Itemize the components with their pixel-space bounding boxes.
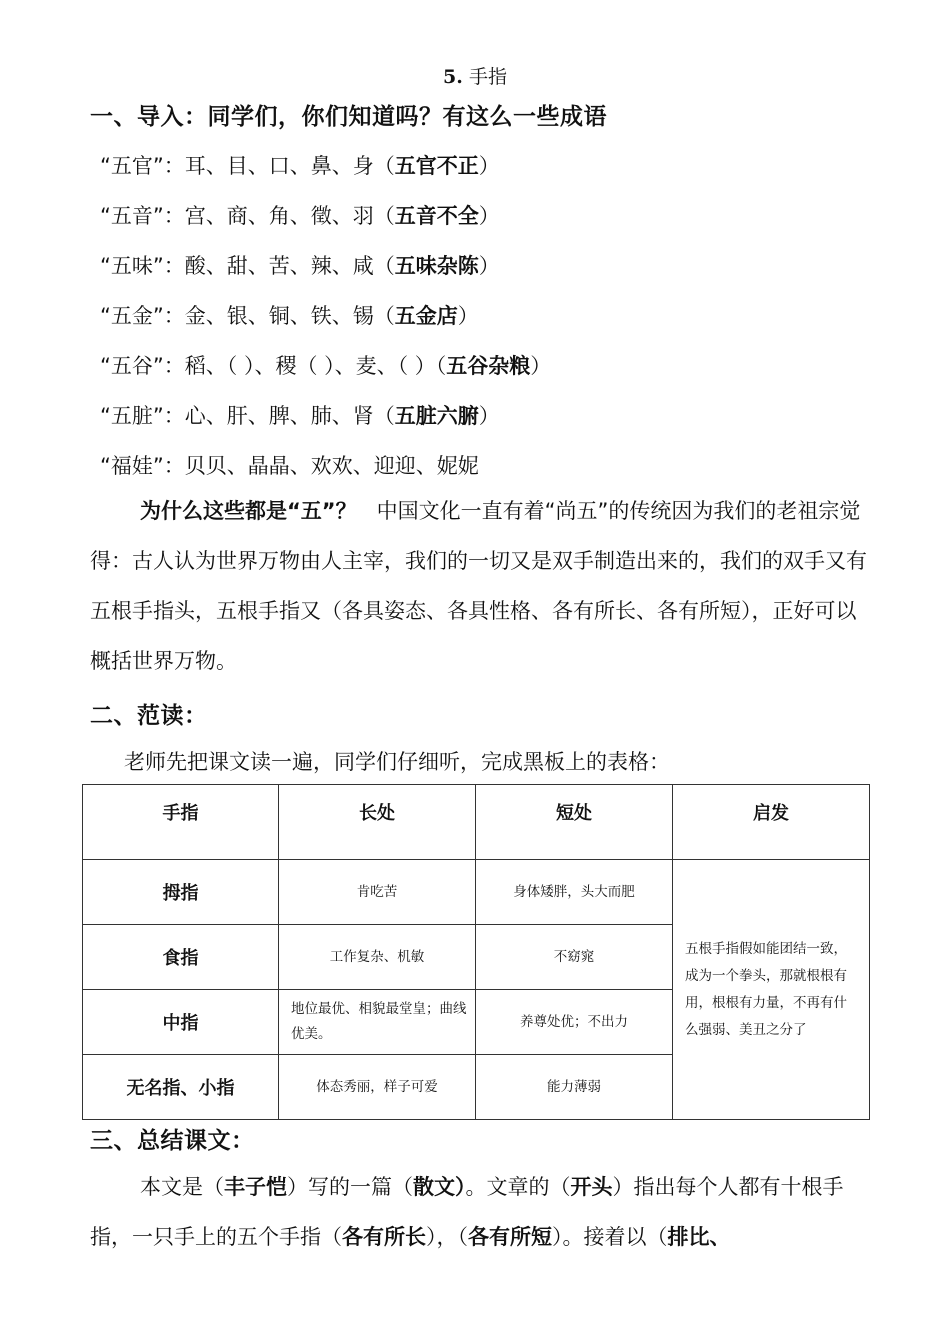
idiom-line-4: [100, 300, 479, 330]
summary-text: ）指出每个人都有十根手指，一只手上的五个手指（: [90, 1175, 844, 1249]
idiom-answer: 五谷杂粮: [446, 354, 531, 378]
idiom-line-7: [100, 450, 479, 480]
summary-text: ）写的一篇（: [287, 1175, 413, 1199]
idiom-content: 心、肝、脾、肺、肾（: [184, 404, 395, 428]
idiom-content: 宫、商、角、徵、羽（: [184, 204, 395, 228]
summary-text: ），（: [426, 1225, 468, 1249]
idiom-label: “五官”：: [100, 154, 185, 178]
idiom-line-3: [100, 250, 500, 280]
title-number: 5.: [443, 66, 463, 88]
page-title: [0, 62, 950, 89]
idiom-answer: 五脏六腑: [394, 404, 479, 428]
summary-text: 本文是（: [140, 1175, 224, 1199]
idiom-close: ）: [457, 304, 479, 328]
idiom-label: “五谷”：: [100, 354, 185, 378]
why-five-paragraph: [90, 486, 870, 686]
idiom-content: 稻、（ ）、稷（ ）、麦、（ ）（: [184, 354, 447, 378]
summary-text: 。文章的（: [465, 1175, 571, 1199]
idiom-label: “五音”：: [100, 204, 185, 228]
header-insight: 启发: [673, 785, 870, 860]
idiom-answer: 五音不全: [394, 204, 479, 228]
idiom-answer: 五金店: [394, 304, 458, 328]
idiom-content: 贝贝、晶晶、欢欢、迎迎、妮妮: [184, 454, 479, 478]
header-strength: 长处: [279, 785, 476, 860]
idiom-label: “五脏”：: [100, 404, 185, 428]
header-weakness: 短处: [476, 785, 673, 860]
idiom-line-5: [100, 350, 551, 380]
idiom-close: ）: [478, 204, 500, 228]
summary-method: 排比、: [667, 1225, 731, 1249]
summary-author: 丰子恺: [224, 1175, 287, 1199]
finger-name: 中指: [83, 990, 279, 1055]
finger-table: [82, 784, 870, 1120]
idiom-content: 酸、甜、苦、辣、咸（: [184, 254, 395, 278]
summary-paragraph: [90, 1162, 870, 1262]
finger-strength: 肯吃苦: [279, 860, 476, 925]
why-five-question: 为什么这些都是“五”？: [140, 499, 357, 523]
finger-strength: 体态秀丽，样子可爱: [279, 1055, 476, 1120]
idiom-close: ）: [478, 154, 500, 178]
why-five-explanation: 中国文化一直有着“尚五”的传统因为我们的老祖宗觉得：古人认为世界万物由人主宰，我们的一切又是双手制造出来的，我们的双手又有五根手指头，五根手指又（各具姿态、各具性格、各有所长、各有所短），正好可以概括世界万物。: [90, 499, 867, 673]
idiom-answer: 五官不正: [394, 154, 479, 178]
idiom-line-6: [100, 400, 500, 430]
finger-weakness: 身体矮胖，头大而肥: [476, 860, 673, 925]
finger-weakness: 能力薄弱: [476, 1055, 673, 1120]
table-header-row: [83, 785, 870, 860]
summary-genre: 散文）: [413, 1175, 466, 1199]
reading-instruction: 老师先把课文读一遍，同学们仔细听，完成黑板上的表格：: [124, 750, 670, 774]
section3-heading: 三、总结课文：: [90, 1128, 255, 1154]
idiom-label: “五味”：: [100, 254, 185, 278]
idiom-close: ）: [530, 354, 552, 378]
idiom-answer: 五味杂陈: [394, 254, 479, 278]
finger-name: 无名指、小指: [83, 1055, 279, 1120]
finger-name: 拇指: [83, 860, 279, 925]
finger-name: 食指: [83, 925, 279, 990]
finger-strength: 工作复杂、机敏: [279, 925, 476, 990]
section1-heading: 一、导入：同学们，你们知道吗？有这么一些成语: [90, 104, 607, 130]
table-row: [83, 860, 870, 925]
summary-text: ）。接着以（: [552, 1225, 668, 1249]
idiom-close: ）: [478, 404, 500, 428]
idiom-label: “五金”：: [100, 304, 185, 328]
summary-start: 开头: [570, 1175, 613, 1199]
idiom-close: ）: [478, 254, 500, 278]
title-text: 手指: [468, 66, 507, 88]
section2-heading: 二、范读：: [90, 703, 208, 729]
header-finger: 手指: [83, 785, 279, 860]
idiom-line-2: [100, 200, 500, 230]
finger-insight: 五根手指假如能团结一致，成为一个拳头，那就根根有用，根根有力量，不再有什么强弱、美丑之分了: [673, 860, 870, 1120]
idiom-label: “福娃”：: [100, 454, 185, 478]
summary-strengths: 各有所长: [342, 1225, 426, 1249]
summary-weaknesses: 各有所短: [468, 1225, 552, 1249]
idiom-content: 金、银、铜、铁、锡（: [184, 304, 395, 328]
idiom-line-1: [100, 150, 500, 180]
finger-weakness: 不窈窕: [476, 925, 673, 990]
finger-strength: 地位最优、相貌最堂皇；曲线优美。: [279, 990, 476, 1055]
finger-weakness: 养尊处优；不出力: [476, 990, 673, 1055]
idiom-content: 耳、目、口、鼻、身（: [184, 154, 395, 178]
